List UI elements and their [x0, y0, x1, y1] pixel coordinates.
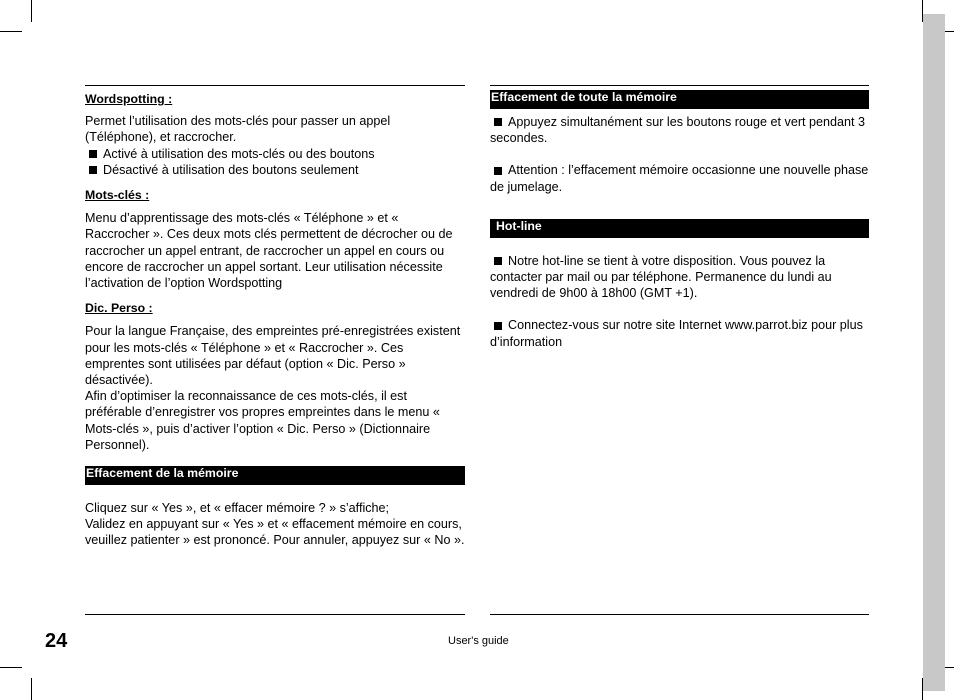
mots-cles-body: Menu d’apprentissage des mots-clés « Téléphone » et « Raccrocher ». Ces deux mots clés permettent de décrocher ou de raccrocher un appel entrant, de raccrocher un appel en cours ou encore de raccrocher un appel sortant. Leur utilisation nécessite l’activation de l’option Wordspotting — [85, 211, 453, 291]
bullet-text: Désactivé à utilisation des boutons seulement — [103, 162, 359, 177]
hotline-title: Hot-line — [490, 219, 869, 238]
bullet-text: Attention : l’effacement mémoire occasionne une nouvelle phase de jumelage. — [490, 163, 869, 194]
bullet-square-icon — [494, 257, 502, 265]
mots-cles-heading: Mots-clés : — [85, 188, 150, 203]
footer-rule-left — [85, 614, 465, 615]
bullet-square-icon — [494, 118, 502, 126]
effacement-memoire-body-1: Cliquez sur « Yes », et « effacer mémoire ? » s’affiche; — [85, 501, 390, 516]
list-item — [490, 162, 869, 194]
dic-perso-body-2: Afin d’optimiser la reconnaissance de ces mots-clés, il est préférable d’enregistrer vos propres empreintes dans le menu « Mots-clés », puis d’activer l’option « Dic. Perso » (Dictionnaire Personnel). — [85, 389, 440, 452]
dic-perso-heading: Dic. Perso : — [85, 301, 153, 316]
crop-mark — [31, 0, 32, 22]
bullet-square-icon — [89, 150, 97, 158]
list-item — [490, 253, 869, 302]
effacement-toute-title: Effacement de toute la mémoire — [490, 90, 869, 109]
list-item — [85, 162, 465, 178]
bullet-text: Notre hot-line se tient à votre disposition. Vous pouvez la contacter par mail ou par téléphone. Permanence du lundi au vendredi de 9h00 à 18h00 (GMT +1). — [490, 253, 832, 301]
crop-mark — [31, 678, 32, 700]
footer-label: User's guide — [448, 635, 509, 647]
list-item — [490, 317, 869, 349]
bullet-text: Activé à utilisation des mots-clés ou des boutons — [103, 146, 375, 161]
page-number: 24 — [45, 630, 68, 652]
wordspotting-intro: Permet l’utilisation des mots-clés pour passer un appel (Téléphone), et raccrocher. — [85, 114, 391, 145]
bullet-square-icon — [89, 166, 97, 174]
footer-rule-right — [490, 614, 869, 615]
bullet-square-icon — [494, 167, 502, 175]
list-item — [85, 146, 465, 162]
right-column — [490, 85, 869, 350]
left-column — [85, 85, 465, 549]
effacement-memoire-body-2: Validez en appuyant sur « Yes » et « effacement mémoire en cours, veuillez patienter » est prononcé. Pour annuler, appuyez sur « No ». — [85, 517, 465, 548]
page-edge-strip — [923, 14, 945, 691]
effacement-memoire-title: Effacement de la mémoire — [85, 466, 465, 485]
bullet-text: Connectez-vous sur notre site Internet www.parrot.biz pour plus d’information — [490, 318, 863, 349]
dic-perso-body-1: Pour la langue Française, des empreintes pré-enregistrées existent pour les mots-clés « Téléphone » et « Raccrocher ». Ces emprentes sont utilisées par défaut (option « Dic. Perso » désactivée). — [85, 324, 461, 388]
bullet-text: Appuyez simultanément sur les boutons rouge et vert pendant 3 secondes. — [490, 115, 866, 146]
crop-mark — [0, 31, 22, 32]
bullet-square-icon — [494, 322, 502, 330]
crop-mark — [0, 667, 22, 668]
wordspotting-heading: Wordspotting : — [85, 92, 173, 106]
list-item — [490, 114, 869, 146]
